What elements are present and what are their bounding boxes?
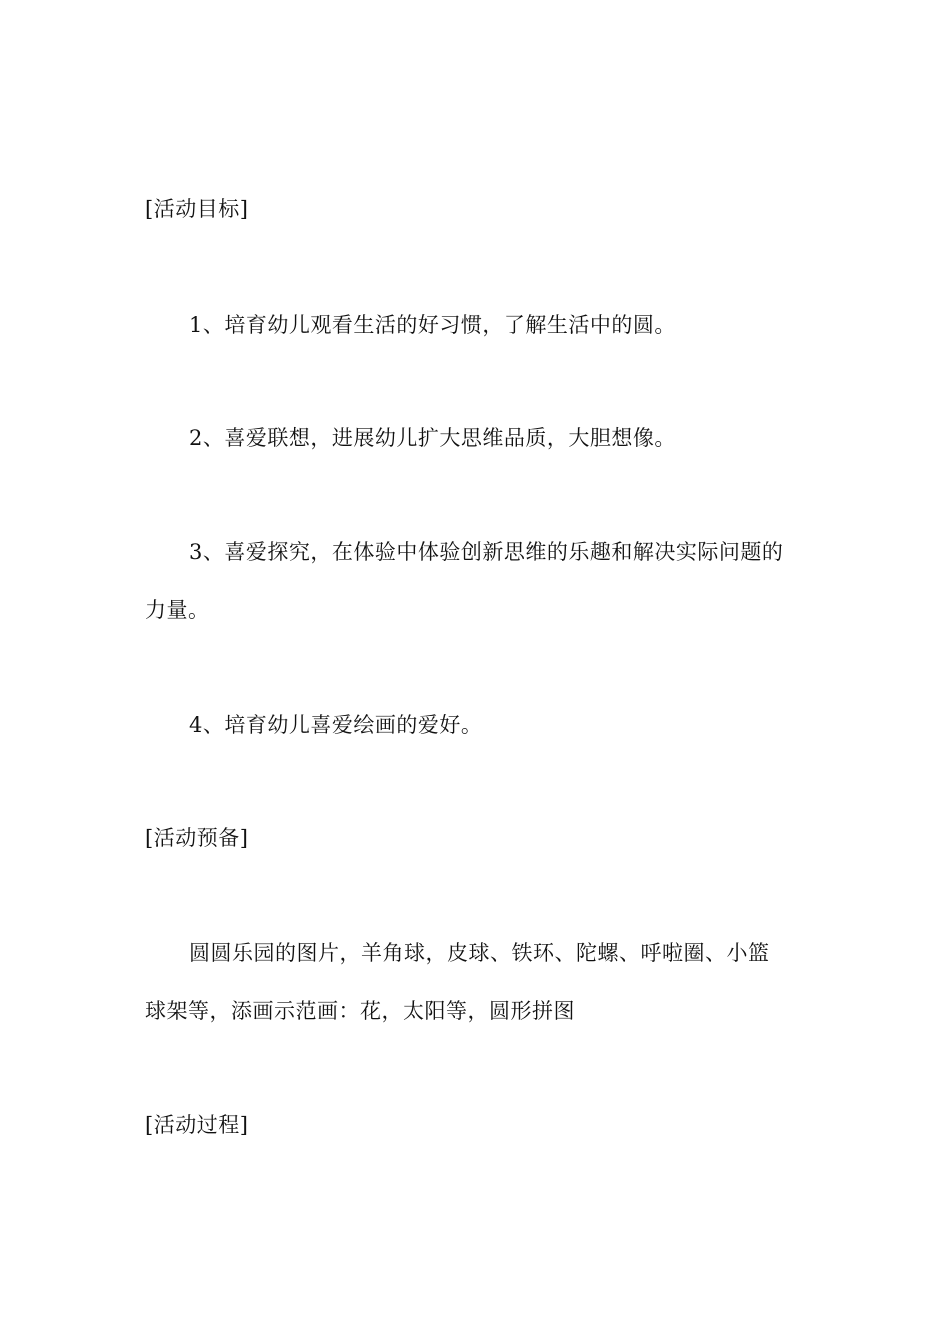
goal-item-1: 1、培育幼儿观看生活的好习惯，了解生活中的圆。 bbox=[189, 313, 676, 337]
preparation-text-line-1: 圆圆乐园的图片，羊角球，皮球、铁环、陀螺、呼啦圈、小篮 bbox=[189, 941, 770, 965]
section-heading-goals: [活动目标] bbox=[145, 197, 249, 221]
goal-item-3-line-1: 3、喜爱探究，在体验中体验创新思维的乐趣和解决实际问题的 bbox=[189, 540, 784, 564]
goal-item-4: 4、培育幼儿喜爱绘画的爱好。 bbox=[189, 713, 483, 737]
section-heading-preparation: [活动预备] bbox=[145, 826, 249, 850]
section-heading-process: [活动过程] bbox=[145, 1113, 249, 1137]
preparation-text-line-2: 球架等，添画示范画：花，太阳等，圆形拼图 bbox=[145, 999, 575, 1023]
goal-item-2: 2、喜爱联想，进展幼儿扩大思维品质，大胆想像。 bbox=[189, 426, 676, 450]
goal-item-3-line-2: 力量。 bbox=[145, 598, 210, 622]
